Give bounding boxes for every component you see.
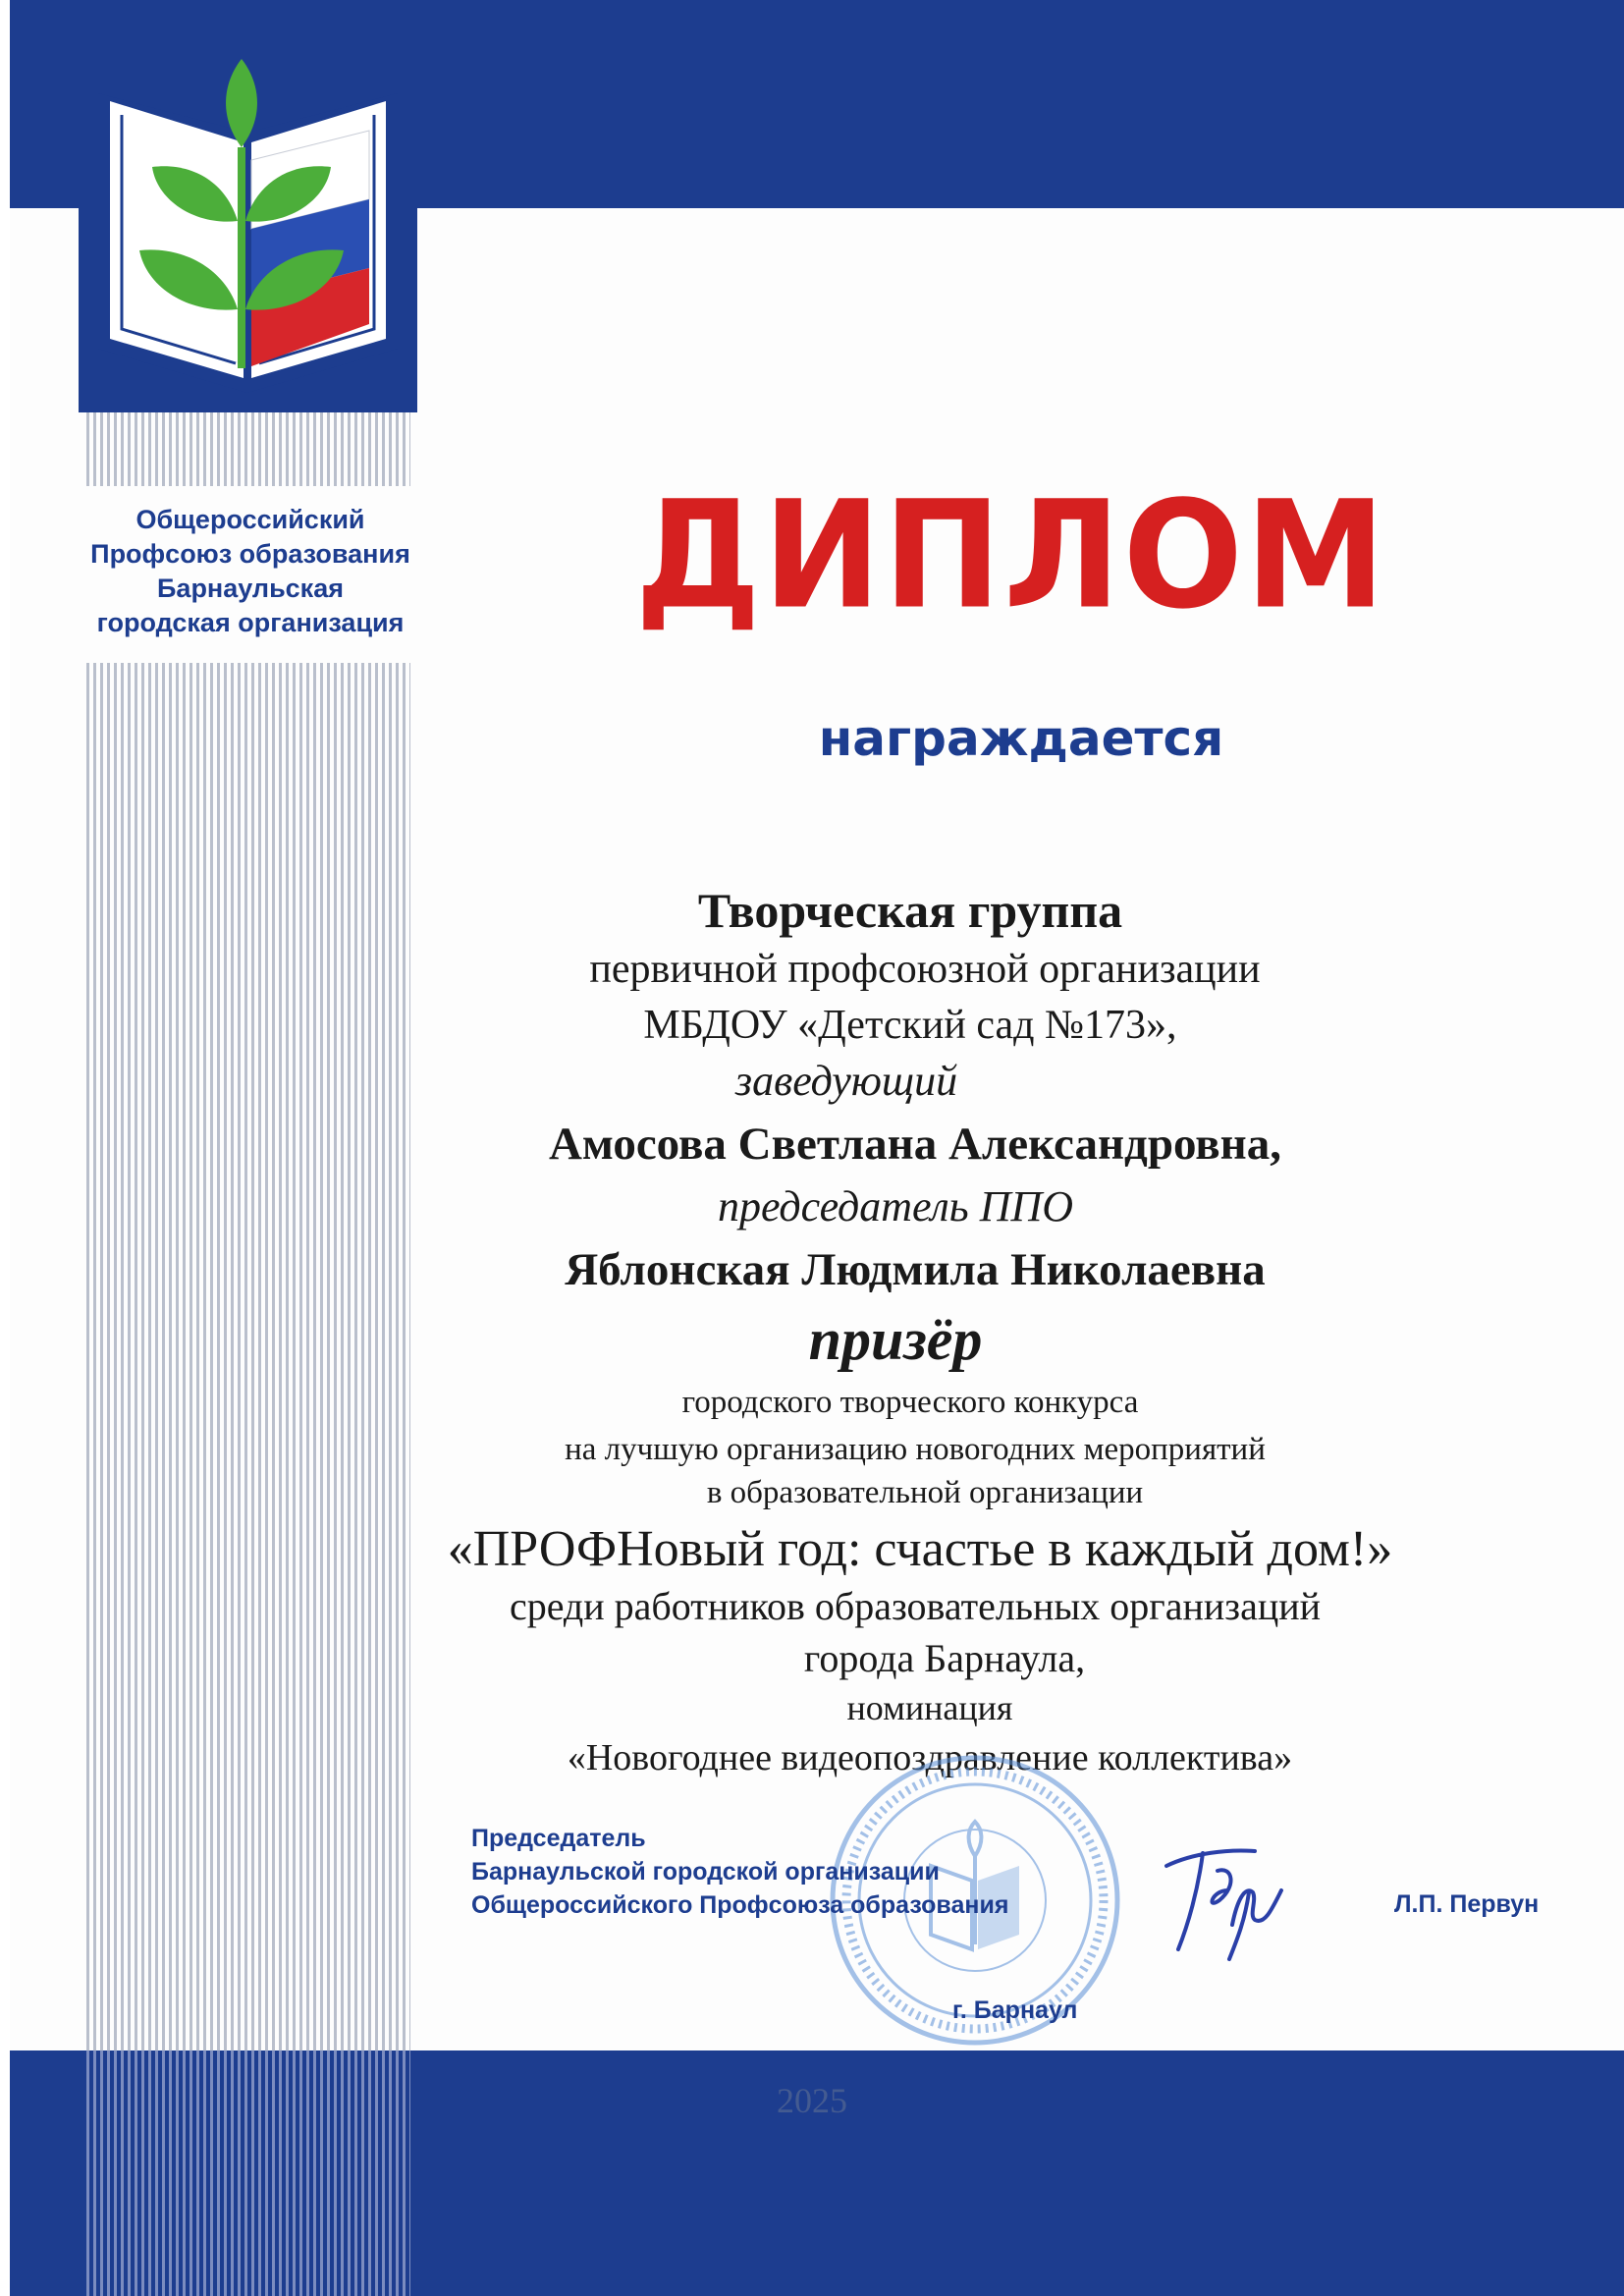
union-logo-icon bbox=[79, 54, 417, 412]
chair-role: председатель ППО bbox=[717, 1182, 1074, 1230]
contest-line: на лучшую организацию новогодних мероприятий bbox=[565, 1432, 1266, 1467]
signer-name: Л.П. Первун bbox=[1394, 1890, 1540, 1918]
head-role: заведующий bbox=[734, 1057, 958, 1105]
award-place: призёр bbox=[808, 1307, 983, 1372]
organization-name-line: Общероссийский bbox=[135, 505, 365, 534]
awarded-heading: награждается bbox=[818, 710, 1224, 767]
organization-name-line: Барнаульская bbox=[157, 574, 344, 603]
recipient-group: Творческая группа bbox=[697, 883, 1123, 938]
signer-title-line: Председатель bbox=[471, 1825, 646, 1852]
signer-title-line: Общероссийского Профсоюза образования bbox=[471, 1891, 1009, 1919]
contest-name: «ПРОФНовый год: счастье в каждый дом!» bbox=[447, 1521, 1393, 1577]
city-line: города Барнаула, bbox=[803, 1636, 1086, 1680]
organization-name-line: городская организация bbox=[96, 608, 405, 637]
contest-line: в образовательной организации bbox=[706, 1475, 1144, 1510]
signer-title-line: Барнаульской городской организации bbox=[471, 1858, 940, 1886]
organization-name bbox=[39, 503, 461, 640]
contest-line: городского творческого конкурса bbox=[681, 1385, 1139, 1420]
diploma-title: ДИПЛОМ bbox=[634, 467, 1388, 642]
city-label: г. Барнаул bbox=[952, 1996, 1078, 2024]
nomination-name: «Новогоднее видеопоздравление коллектива» bbox=[567, 1737, 1293, 1778]
head-name: Амосова Светлана Александровна, bbox=[548, 1119, 1281, 1170]
year-label: 2025 bbox=[777, 2081, 847, 2120]
signer-title bbox=[471, 1822, 1008, 1922]
recipient-org-line: первичной профсоюзной организации bbox=[589, 947, 1261, 992]
organization-name-line: Профсоюз образования bbox=[90, 539, 410, 569]
among-line: среди работников образовательных организаций bbox=[509, 1584, 1322, 1628]
signature-icon bbox=[1159, 1831, 1301, 1969]
recipient-institution: МБДОУ «Детский сад №173», bbox=[643, 1003, 1177, 1048]
nomination-label: номинация bbox=[846, 1688, 1013, 1727]
chair-name: Яблонская Людмила Николаевна bbox=[565, 1244, 1266, 1295]
